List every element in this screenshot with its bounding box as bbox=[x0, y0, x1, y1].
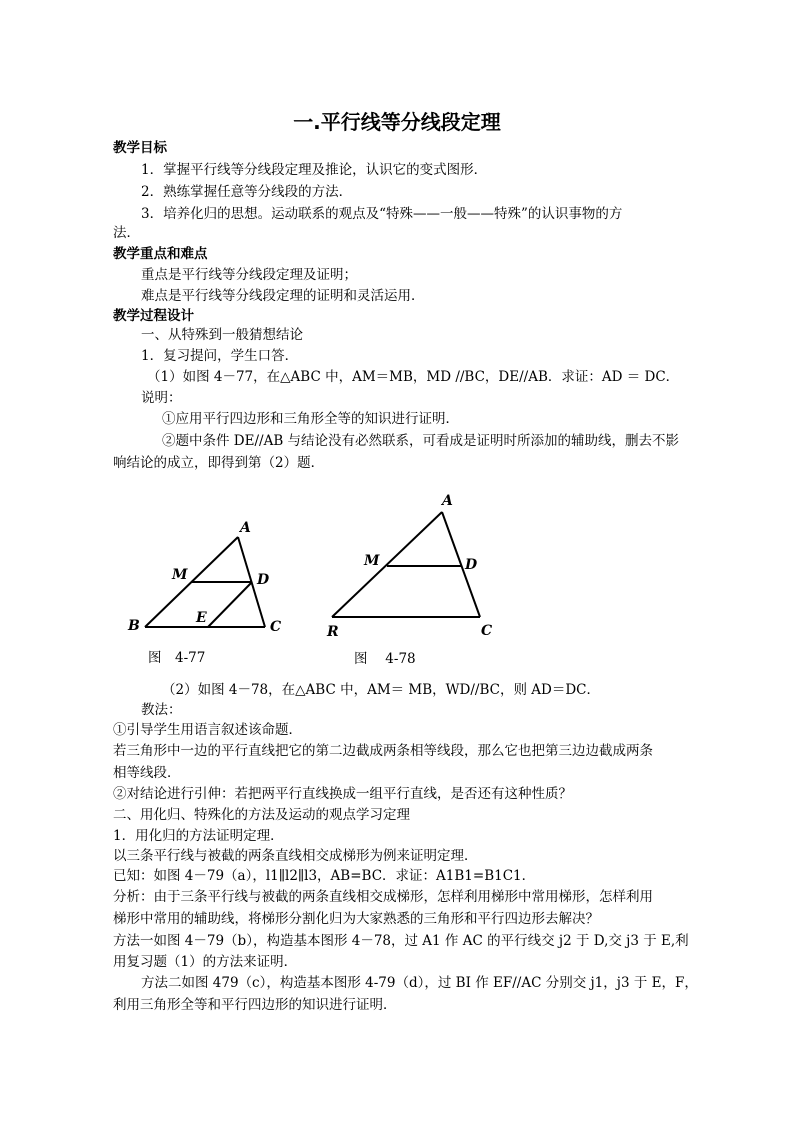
problem-1: （1）如图 4－77，在△ABC 中，AM＝MB，MD //BC，DE//AB．求证：AD ＝ DC． bbox=[147, 369, 680, 385]
figure-4-78 bbox=[318, 490, 518, 670]
heading-key-points: 教学重点和难点 bbox=[113, 246, 208, 262]
method-2: ②对结论进行引伸：若把两平行直线换成一组平行直线，是否还有这种性质？ bbox=[113, 786, 572, 802]
label-m: M bbox=[364, 553, 380, 569]
section-2-heading: 二、用化归、特殊化的方法及运动的观点学习定理 bbox=[113, 807, 410, 823]
section-1-heading: 一、从特殊到一般猜想结论 bbox=[141, 327, 303, 343]
approach-1: 方法一如图 4－79（b），构造基本图形 4－78，过 A1 作 AC 的平行线交 j2 于 D,交 j3 于 E,利 bbox=[113, 933, 689, 949]
goal-2: 2．熟练掌握任意等分线段的方法． bbox=[141, 184, 353, 200]
label-b: R bbox=[327, 624, 339, 640]
example-intro: 以三条平行线与被截的两条直线相交成梯形为例来证明定理． bbox=[113, 848, 478, 864]
label-d: D bbox=[465, 557, 478, 573]
difficult-point: 难点是平行线等分线段定理的证明和灵活运用． bbox=[141, 288, 425, 304]
problem-2: （2）如图 4－78，在△ABC 中，AM＝ MB，WD//BC，则 AD＝DC． bbox=[162, 682, 600, 698]
explanation-label: 说明： bbox=[141, 390, 182, 406]
goal-3-cont: 法． bbox=[113, 225, 140, 241]
key-point: 重点是平行线等分线段定理及证明； bbox=[141, 267, 357, 283]
caption-4-77: 图 4-77 bbox=[148, 650, 206, 666]
caption-4-78: 图 4-78 bbox=[354, 651, 416, 667]
approach-2: 方法二如图 479（c），构造基本图形 4-79（d），过 BI 作 EF//AC 分别交 j1，j3 于 E，F， bbox=[141, 975, 698, 991]
teaching-method-label: 教法： bbox=[141, 702, 182, 718]
goal-3: 3．培养化归的思想。运动联系的观点及“特殊——一般——特殊”的认识事物的方 bbox=[141, 206, 623, 222]
page-title: 一.平行线等分线段定理 bbox=[293, 110, 501, 134]
method-1: ①引导学生用语言叙述该命题． bbox=[113, 722, 302, 738]
heading-process: 教学过程设计 bbox=[113, 308, 194, 324]
approach-2-cont: 利用三角形全等和平行四边形的知识进行证明． bbox=[113, 997, 397, 1013]
explanation-1: ①应用平行四边形和三角形全等的知识进行证明． bbox=[162, 411, 459, 427]
label-a: A bbox=[442, 493, 453, 509]
label-c: C bbox=[481, 623, 493, 639]
side-ab bbox=[332, 512, 442, 617]
goal-1: 1．掌握平行线等分线段定理及推论，认识它的变式图形． bbox=[141, 162, 488, 178]
segment-de bbox=[208, 582, 252, 627]
review-question: 1．复习提问，学生口答． bbox=[141, 348, 299, 364]
label-m: M bbox=[172, 567, 188, 583]
label-d: D bbox=[257, 572, 270, 588]
analysis: 分析：由于三条平行线与被截的两条直线相交成梯形，怎样利用梯形中常用梯形，怎样利用 bbox=[113, 889, 653, 905]
label-b: B bbox=[128, 618, 140, 634]
label-c: C bbox=[270, 619, 282, 635]
step-1: 1．用化归的方法证明定理． bbox=[113, 828, 284, 844]
given: 已知：如图 4－79（a），l1∥l2∥l3，AB=BC．求证：A1B1=B1C1． bbox=[113, 868, 536, 884]
analysis-cont: 梯形中常用的辅助线，将梯形分割化归为大家熟悉的三角形和平行四边形去解决？ bbox=[113, 911, 599, 927]
approach-1-cont: 用复习题（1）的方法来证明． bbox=[113, 954, 298, 970]
proposition: 若三角形中一边的平行直线把它的第二边截成两条相等线段，那么它也把第三边边截成两条 bbox=[113, 743, 653, 759]
figure-4-77 bbox=[120, 515, 295, 670]
explanation-2-cont: 响结论的成立，即得到第（2）题． bbox=[113, 455, 325, 471]
proposition-cont: 相等线段． bbox=[113, 765, 181, 781]
heading-goals: 教学目标 bbox=[113, 140, 167, 156]
label-a: A bbox=[240, 520, 251, 536]
explanation-2: ②题中条件 DE//AB 与结论没有必然联系，可看成是证明时所添加的辅助线，删去不影 bbox=[162, 433, 680, 449]
label-e: E bbox=[196, 610, 207, 626]
